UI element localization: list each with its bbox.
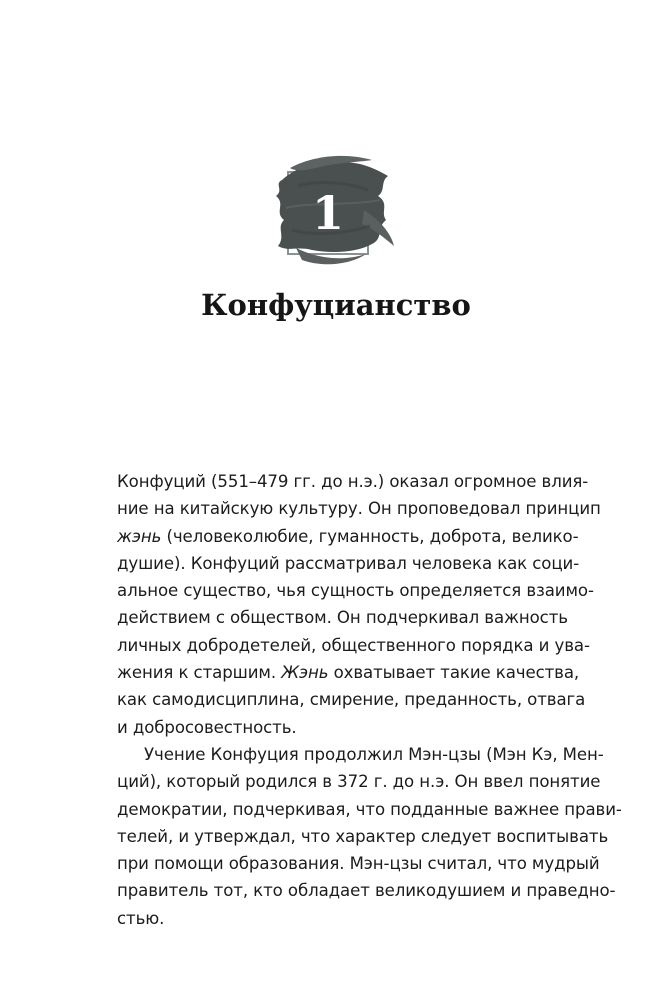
- text-line: [117, 550, 580, 577]
- text-line: [117, 741, 604, 768]
- text-line: [117, 495, 601, 522]
- text-segment: действием с обществом. Он подчеркивал важность: [117, 608, 568, 628]
- text-line: [117, 714, 562, 741]
- text-line: [117, 905, 562, 932]
- text-line: [117, 796, 622, 823]
- text-line: [117, 768, 601, 795]
- text-line: [117, 877, 616, 904]
- chapter-number-badge: [268, 150, 396, 274]
- text-segment: (человеколюбие, гуманность, доброта, велико-: [161, 526, 579, 546]
- text-segment: ций), который родился в 372 г. до н.э. Он ввел понятие: [117, 772, 601, 792]
- paragraph: [117, 468, 601, 741]
- chapter-number: 1: [311, 186, 344, 240]
- paragraph: [117, 741, 622, 932]
- body-text: [117, 468, 622, 932]
- chapter-title: Конфуцианство: [201, 288, 471, 322]
- text-segment: при помощи образования. Мэн-цзы считал, что мудрый: [117, 854, 600, 874]
- text-line: [117, 823, 609, 850]
- italic-term: жэнь: [117, 526, 162, 546]
- text-line: [117, 468, 589, 495]
- italic-term: Жэнь: [281, 663, 329, 683]
- text-segment: личных добродетелей, общественного порядка и ува-: [117, 635, 590, 655]
- text-segment: правитель тот, кто обладает великодушием и праведно-: [117, 881, 616, 901]
- text-segment: Учение Конфуция продолжил Мэн-цзы (Мэн Кэ, Мен-: [144, 744, 604, 764]
- text-line: [117, 523, 579, 550]
- text-line: [117, 686, 586, 713]
- text-segment: демократии, подчеркивая, что подданные важнее прави-: [117, 799, 622, 819]
- text-line: [117, 632, 590, 659]
- text-segment: как самодисциплина, смирение, преданность, отвага: [117, 690, 586, 710]
- text-segment: душие). Конфуций рассматривал человека как соци-: [117, 553, 580, 573]
- text-line: [117, 850, 600, 877]
- text-segment: альное существо, чья сущность определяется взаимо-: [117, 581, 594, 601]
- text-segment: стью.: [117, 908, 165, 928]
- text-line: [117, 604, 568, 631]
- text-segment: жения к старшим.: [117, 663, 282, 683]
- text-segment: Конфуций (551–479 гг. до н.э.) оказал огромное влия-: [117, 472, 589, 491]
- text-segment: и добросовестность.: [117, 717, 297, 737]
- text-segment: телей, и утверждал, что характер следует воспитывать: [117, 826, 609, 846]
- text-line: [117, 577, 594, 604]
- text-segment: охватывает такие качества,: [328, 663, 580, 683]
- text-segment: ние на китайскую культуру. Он проповедовал принцип: [117, 499, 601, 519]
- text-line: [117, 659, 580, 686]
